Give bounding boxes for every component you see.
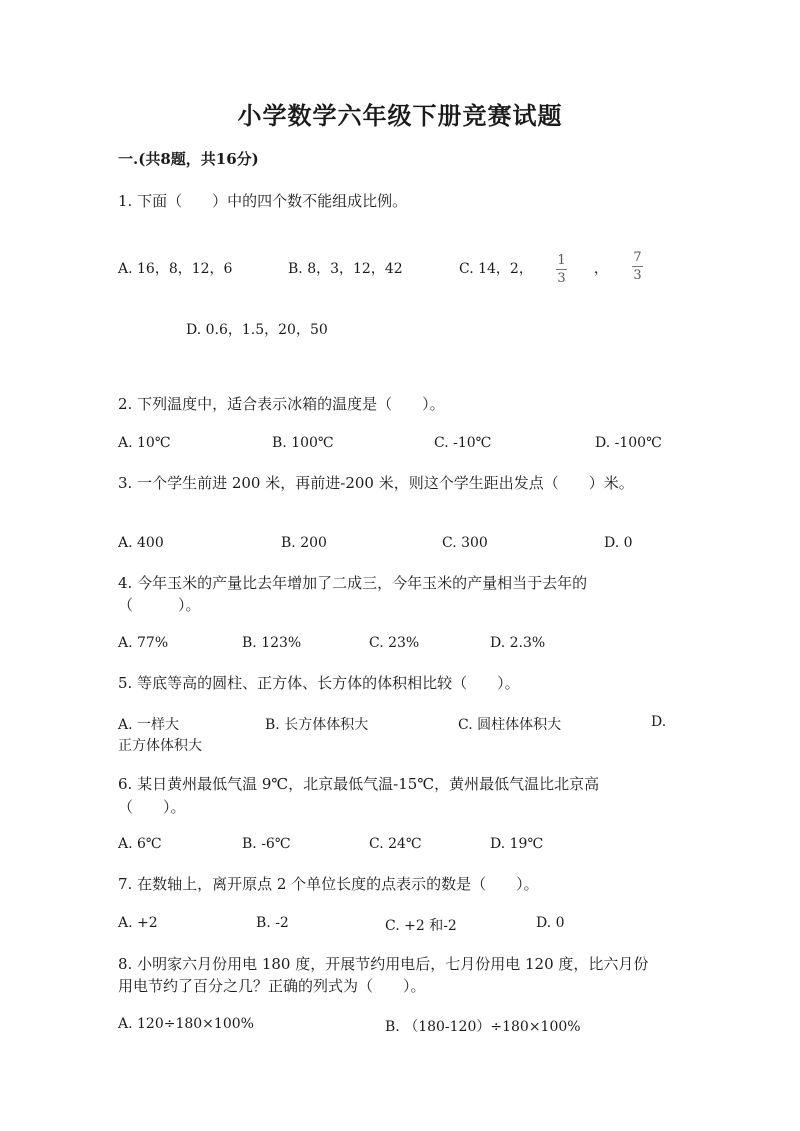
question-6-option-b: B. -6℃ bbox=[242, 836, 291, 852]
question-4-stem-line-2: （ ）。 bbox=[118, 596, 201, 614]
question-2-option-c: C. -10℃ bbox=[434, 435, 492, 451]
question-4-option-a: A. 77% bbox=[118, 635, 169, 651]
question-1-fraction-2 bbox=[632, 250, 643, 283]
question-1-option-a: A. 16，8，12，6 bbox=[118, 261, 233, 277]
page-title: 小学数学六年级下册竞赛试题 bbox=[237, 101, 563, 130]
question-4-option-b: B. 123% bbox=[242, 635, 302, 651]
question-3-option-b: B. 200 bbox=[281, 535, 327, 551]
question-3-option-a: A. 400 bbox=[118, 535, 164, 551]
question-6-option-d: D. 19℃ bbox=[490, 836, 544, 852]
question-6-option-a: A. 6℃ bbox=[118, 836, 162, 852]
fraction-2-denominator: 3 bbox=[633, 268, 642, 283]
question-2-option-a: A. 10℃ bbox=[118, 435, 171, 451]
fraction-1-denominator: 3 bbox=[557, 271, 566, 286]
question-6-stem-line-2: （ ）。 bbox=[118, 798, 186, 816]
question-8-option-b: B. （180-120）÷180×100% bbox=[385, 1019, 581, 1035]
fraction-bar bbox=[556, 269, 567, 270]
question-2-option-b: B. 100℃ bbox=[272, 435, 334, 451]
question-5-stem: 5. 等底等高的圆柱、正方体、长方体的体积相比较（ ）。 bbox=[118, 674, 520, 692]
question-1-fraction-1 bbox=[556, 253, 567, 286]
question-6-stem-line-1: 6. 某日黄州最低气温 9℃，北京最低气温-15℃，黄州最低气温比北京高 bbox=[118, 775, 600, 793]
question-1-comma: ， bbox=[594, 261, 608, 277]
question-7-stem: 7. 在数轴上，离开原点 2 个单位长度的点表示的数是（ ）。 bbox=[118, 875, 539, 893]
question-5-option-c: C. 圆柱体体积大 bbox=[458, 717, 562, 733]
question-4-stem-line-1: 4. 今年玉米的产量比去年增加了二成三，今年玉米的产量相当于去年的 bbox=[118, 574, 588, 592]
question-3-stem: 3. 一个学生前进 200 米，再前进-200 米，则这个学生距出发点（ ）米。 bbox=[118, 474, 634, 492]
question-3-option-d: D. 0 bbox=[604, 535, 633, 551]
section-heading: 一.(共8题，共16分) bbox=[118, 150, 259, 168]
question-6-option-c: C. 24℃ bbox=[369, 836, 422, 852]
fraction-bar bbox=[632, 266, 643, 267]
question-8-option-a: A. 120÷180×100% bbox=[118, 1016, 254, 1032]
question-7-option-b: B. -2 bbox=[256, 915, 289, 931]
question-8-stem-line-2: 用电节约了百分之几？正确的列式为（ ）。 bbox=[118, 977, 426, 995]
question-3-option-c: C. 300 bbox=[442, 535, 488, 551]
question-8-stem-line-1: 8. 小明家六月份用电 180 度，开展节约用电后，七月份用电 120 度，比六月份 bbox=[118, 955, 649, 973]
fraction-2-numerator: 7 bbox=[633, 250, 642, 265]
question-7-option-a: A. +2 bbox=[118, 915, 158, 931]
question-7-option-d: D. 0 bbox=[536, 915, 565, 931]
question-5-option-b: B. 长方体体积大 bbox=[265, 717, 369, 733]
question-2-option-d: D. -100℃ bbox=[595, 435, 662, 451]
question-5-option-d-text: 正方体体积大 bbox=[118, 738, 202, 754]
question-1-option-d: D. 0.6，1.5，20，50 bbox=[186, 322, 328, 338]
fraction-1-numerator: 1 bbox=[557, 253, 566, 268]
question-1-option-b: B. 8，3，12，42 bbox=[288, 261, 403, 277]
question-1-option-c: C. 14，2， bbox=[459, 261, 533, 277]
question-1-stem: 1. 下面（ ）中的四个数不能组成比例。 bbox=[118, 192, 408, 210]
question-7-option-c: C. +2 和-2 bbox=[385, 918, 457, 934]
question-2-stem: 2. 下列温度中，适合表示冰箱的温度是（ ）。 bbox=[118, 395, 445, 413]
question-5-option-d: D. bbox=[651, 714, 667, 730]
question-5-option-a: A. 一样大 bbox=[118, 717, 180, 733]
question-4-option-d: D. 2.3% bbox=[490, 635, 546, 651]
question-4-option-c: C. 23% bbox=[369, 635, 420, 651]
